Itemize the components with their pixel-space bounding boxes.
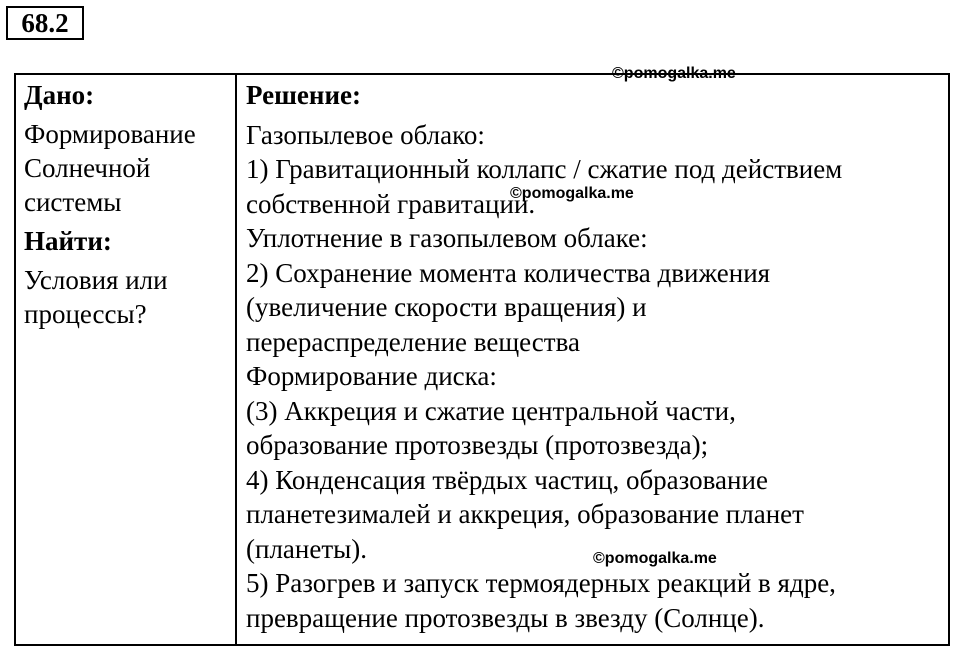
solution-line: Уплотнение в газопылевом облаке: [246, 223, 648, 253]
find-line: процессы? [24, 299, 147, 329]
find-line: Условия или [24, 265, 168, 295]
solution-line: планетезималей и аккреция, образование планет [246, 499, 804, 529]
given-line: Формирование [24, 119, 196, 149]
find-heading: Найти: [24, 226, 112, 256]
watermark: ©pomogalka.me [593, 550, 717, 567]
solution-line: (увеличение скорости вращения) и [246, 292, 647, 322]
problem-number: 68.2 [6, 6, 84, 40]
solution-line: 4) Конденсация твёрдых частиц, образование [246, 464, 768, 495]
solution-line: 2) Сохранение момента количества движения [246, 257, 771, 288]
given-column [24, 78, 229, 331]
solution-line: 1) Гравитационный коллапс / сжатие под действием [246, 154, 843, 184]
solution-line: (планеты). [246, 533, 368, 564]
solution-line: превращение протозвезды в звезду (Солнце). [246, 602, 765, 633]
solution-line: образование протозвезды (протозвезда); [246, 430, 709, 460]
column-divider [235, 73, 237, 646]
solution-line: Формирование диска: [246, 361, 497, 391]
watermark: ©pomogalka.me [510, 185, 634, 202]
given-line: системы [24, 187, 122, 217]
given-line: Солнечной [24, 153, 151, 183]
solution-line: 5) Разогрев и запуск термоядерных реакций в ядре, [246, 568, 836, 598]
solution-line: (3) Аккреция и сжатие центральной части, [246, 395, 736, 426]
solution-line: собственной гравитации. [246, 188, 536, 219]
solution-line: Газопылевое облако: [246, 119, 485, 150]
given-heading: Дано: [24, 80, 95, 110]
solution-line: перераспределение вещества [246, 326, 580, 357]
watermark: ©pomogalka.me [612, 65, 736, 82]
solution-heading: Решение: [246, 80, 361, 110]
